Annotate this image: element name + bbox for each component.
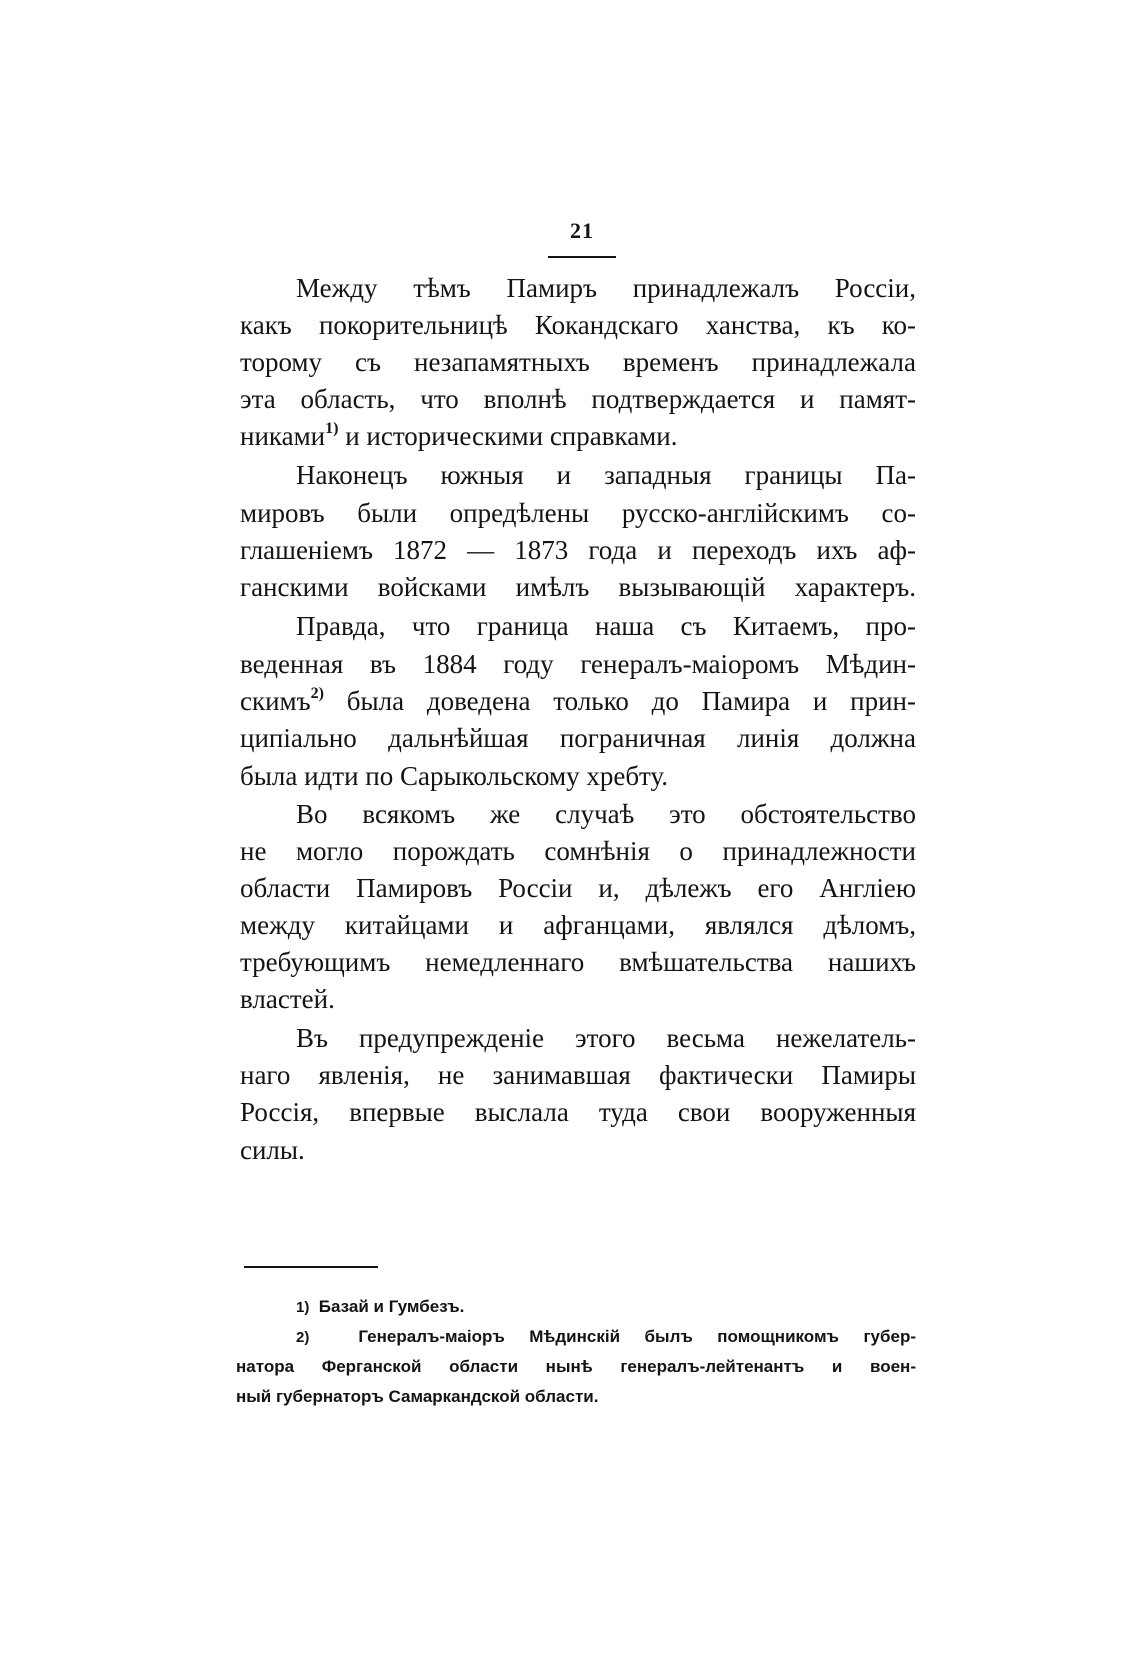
- paragraph-3-line-5: была идти по Сарыкольскому хребту.: [240, 761, 669, 791]
- paragraph-2-line-3: глашеніемъ 1872 — 1873 года и переходъ ихъ аф-: [240, 535, 916, 565]
- paragraph-4-line-1: Во всякомъ же случаѣ это обстоятельство: [296, 799, 916, 829]
- paragraph-4-line-6: властей.: [240, 984, 335, 1014]
- paragraph-5-line-1: Въ предупрежденіе этого весьма нежелатель-: [296, 1023, 916, 1053]
- footnote-2-line-1: [236, 1325, 916, 1350]
- paragraph-1-line-1: Между тѣмъ Памиръ принадлежалъ Россіи,: [296, 273, 916, 303]
- paragraph-3-line-2: веденная въ 1884 году генералъ-маіоромъ Мѣдин-: [240, 649, 916, 679]
- paragraph-4-line-3: области Памировъ Россіи и, дѣлежъ его Англіею: [240, 873, 916, 903]
- page-number: 21: [570, 218, 594, 243]
- page-number-rule: [548, 256, 616, 258]
- footnote-reference-1: 1): [325, 420, 339, 437]
- paragraph-3-line-3-end: была доведена только до Памира и прин-: [323, 686, 916, 716]
- footnote-2-line-2: натора Ферганской области нынѣ генералъ-лейтенантъ и воен-: [236, 1357, 916, 1376]
- footnote-1-text: Базай и Гумбезъ.: [318, 1297, 465, 1316]
- paragraph-1-line-3: торому съ незапамятныхъ временъ принадлежала: [240, 347, 916, 377]
- footnote-2-line-3: ный губернаторъ Самаркандской области.: [236, 1387, 599, 1406]
- paragraph-5-line-2: наго явленія, не занимавшая фактически Памиры: [240, 1060, 916, 1090]
- footnote-2-marker: 2): [296, 1329, 310, 1346]
- paragraph-4-line-5: требующимъ немедленнаго вмѣшательства нашихъ: [240, 947, 916, 977]
- footnote-1: [236, 1295, 916, 1320]
- footnote-separator: [244, 1266, 378, 1268]
- paragraph-4-line-4: между китайцами и афганцами, являлся дѣломъ,: [240, 910, 916, 940]
- paragraph-3-line-4: ципіально дальнѣйшая пограничная линія должна: [240, 723, 916, 753]
- footnote-reference-2: 2): [310, 685, 324, 702]
- paragraph-2-line-1: Наконецъ южныя и западныя границы Па-: [296, 460, 916, 490]
- paragraph-5-line-4: силы.: [240, 1135, 305, 1165]
- footnote-1-marker: 1): [296, 1299, 310, 1316]
- paragraph-4-line-2: не могло порождать сомнѣнія о принадлежности: [240, 836, 916, 866]
- paragraph-1-line-4: эта область, что вполнѣ подтверждается и памят-: [240, 384, 916, 414]
- paragraph-5-line-3: Россія, впервые выслала туда свои вооруженныя: [240, 1097, 916, 1127]
- paragraph-3-line-1: Правда, что граница наша съ Китаемъ, про-: [296, 611, 916, 641]
- paragraph-1-line-5-end: и историческими справками.: [338, 421, 678, 451]
- paragraph-1-line-5-start: никами: [240, 421, 326, 451]
- paragraph-2-line-2: мировъ были опредѣлены русско-англійскимъ со-: [240, 498, 916, 528]
- paragraph-3-line-3: [240, 684, 916, 718]
- paragraph-2-line-4: ганскими войсками имѣлъ вызывающій характеръ.: [240, 572, 916, 602]
- footnote-2-text-line-1: Генералъ-маіоръ Мѣдинскій былъ помощникомъ губер-: [358, 1327, 916, 1346]
- paragraph-1-line-2: какъ покорительницѣ Кокандскаго ханства, къ ко-: [240, 310, 916, 340]
- paragraph-1-line-5: [240, 419, 916, 453]
- paragraph-3-line-3-start: скимъ: [240, 686, 311, 716]
